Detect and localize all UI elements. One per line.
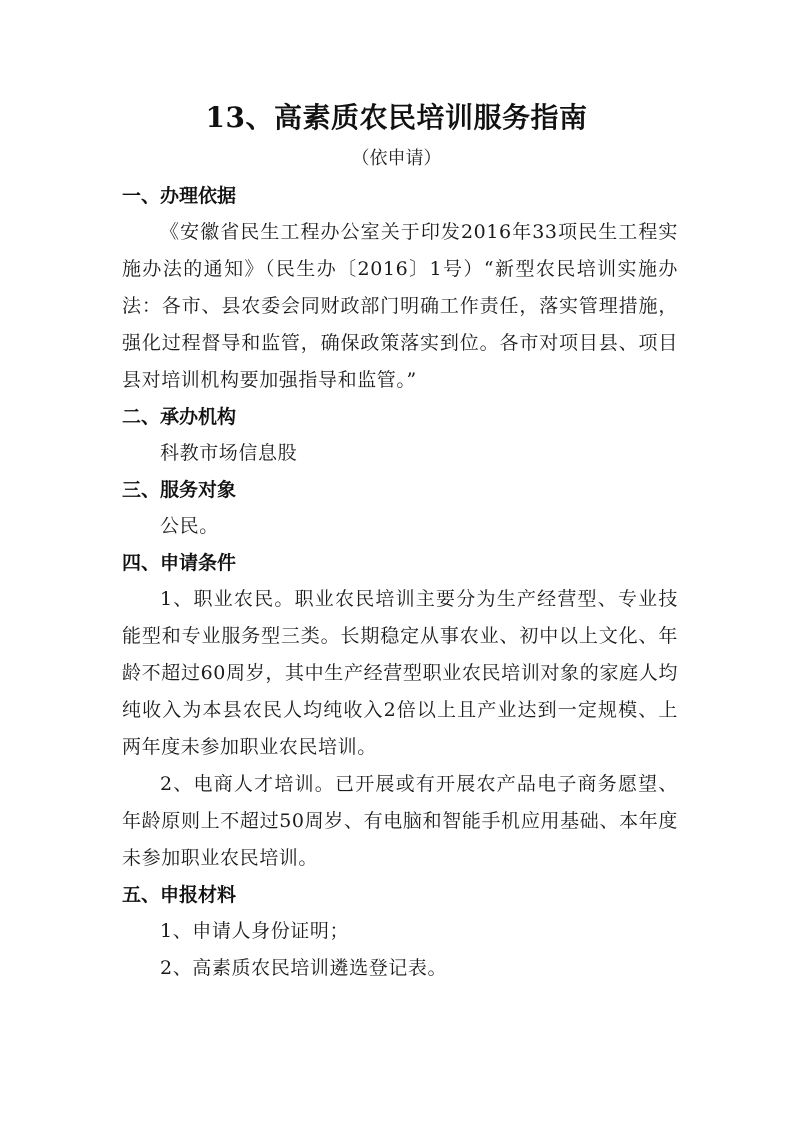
section-paragraph-basis: 《安徽省民生工程办公室关于印发2016年33项民生工程实施办法的通知》（民生办〔2016〕1号）“新型农民培训实施办法：各市、县农委会同财政部门明确工作责任，落实管理措施，强化过程督导和监管，确保政策落实到位。各市对项目县、项目县对培训机构要加强指导和监管。”	[122, 221, 678, 391]
document-subtitle: （依申请）	[351, 148, 442, 169]
document-title: 13、高素质农民培训服务指南	[205, 101, 588, 134]
section-heading-conditions: 四、申请条件	[122, 552, 237, 574]
section-heading-target: 三、服务对象	[122, 479, 237, 501]
section-paragraph-materials-1: 1、申请人身份证明；	[160, 920, 350, 942]
section-paragraph-target: 公民。	[160, 515, 219, 537]
section-paragraph-conditions-1: 1、职业农民。职业农民培训主要分为生产经营型、专业技能型和专业服务型三类。长期稳定从事农业、初中以上文化、年龄不超过60周岁，其中生产经营型职业农民培训对象的家庭人均纯收入为本县农民人均纯收入2倍以上且产业达到一定规模、上两年度未参加职业农民培训。	[122, 588, 678, 758]
document-body	[122, 178, 678, 987]
section-paragraph-conditions-2: 2、电商人才培训。已开展或有开展农产品电子商务愿望、年龄原则上不超过50周岁、有电脑和智能手机应用基础、本年度未参加职业农民培训。	[122, 773, 678, 869]
section-heading-materials: 五、申报材料	[122, 884, 237, 906]
section-heading-basis: 一、办理依据	[122, 185, 237, 207]
section-paragraph-agency: 科教市场信息股	[160, 442, 298, 464]
section-paragraph-materials-2: 2、高素质农民培训遴选登记表。	[160, 957, 448, 979]
section-heading-agency: 二、承办机构	[122, 406, 237, 428]
